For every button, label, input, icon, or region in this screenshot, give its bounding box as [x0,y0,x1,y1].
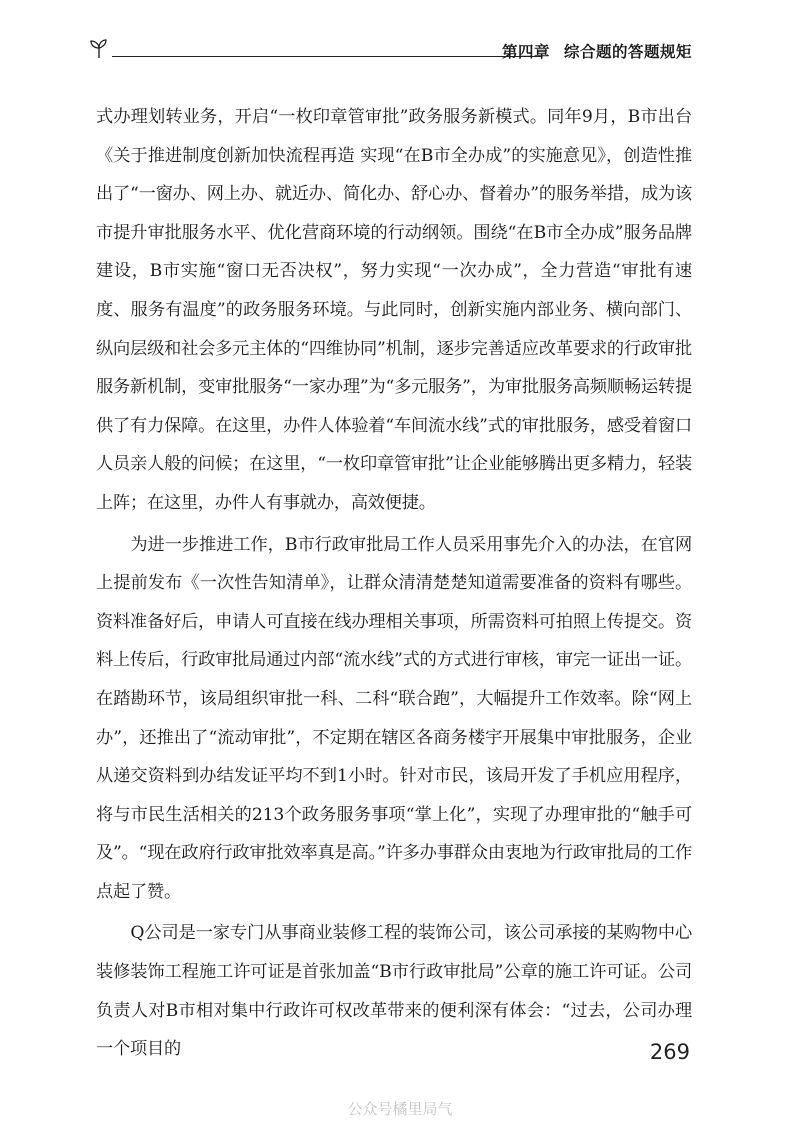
body-text [96,98,692,1069]
header-rule [112,56,542,57]
watermark: 公众号橘里局气 [347,1100,453,1118]
chapter-label: 第四章 [501,43,550,61]
chapter-title: 综合题的答题规矩 [563,43,692,61]
sprout-icon [88,38,110,60]
header-title [502,40,692,62]
paragraph-3: Q公司是一家专门从事商业装修工程的装饰公司，该公司承接的某购物中心装修装饰工程施工许可证是首张加盖“B市行政审批局”公章的施工许可证。公司负责人对B市相对集中行政许可权改革带来的便利深有体会：“过去，公司办理一个项目的 [96,923,692,1060]
paragraph-1: 式办理划转业务，开启“一枚印章管审批”政务服务新模式。同年9月，B市出台《关于推进制度创新加快流程再造 实现“在B市全办成”的实施意见》，创造性推出了“一窗办、网上办、就近办、简化办、舒心办、督着办”的服务举措，成为该市提升审批服务水平、优化营商环境的行动纲领。围绕“在B市全办成”服务品牌建设，B市实施“窗口无否决权”，努力实现“一次办成”，全力营造“审批有速度、服务有温度”的政务服务环境。与此同时，创新实施内部业务、横向部门、纵向层级和社会多元主体的“四维协同”机制，逐步完善适应改革要求的行政审批服务新机制，变审批服务“一家办理”为“多元服务”，为审批服务高频顺畅运转提供了有力保障。在这里，办件人体验着“车间流水线”式的审批服务，感受着窗口人员亲人般的问候；在这里，“一枚印章管审批”让企业能够腾出更多精力，轻装上阵；在这里，办件人有事就办，高效便捷。 [96,107,692,513]
paragraph-2: 为进一步推进工作，B市行政审批局工作人员采用事先介入的办法，在官网上提前发布《一次性告知清单》，让群众清清楚楚知道需要准备的资料有哪些。资料准备好后，申请人可直接在线办理相关事项，所需资料可拍照上传提交。资料上传后，行政审批局通过内部“流水线”式的方式进行审核，审完一证出一证。在踏勘环节，该局组织审批一科、二科“联合跑”，大幅提升工作效率。除“网上办”，还推出了“流动审批”，不定期在辖区各商务楼宇开展集中审批服务，企业从递交资料到办结发证平均不到1小时。针对市民，该局开发了手机应用程序，将与市民生活相关的213个政务服务事项“掌上化”，实现了办理审批的“触手可及”。“现在政府行政审批效率真是高。”许多办事群众由衷地为行政审批局的工作点起了赞。 [96,534,692,902]
running-header [88,36,692,66]
page-number: 269 [649,1040,690,1064]
